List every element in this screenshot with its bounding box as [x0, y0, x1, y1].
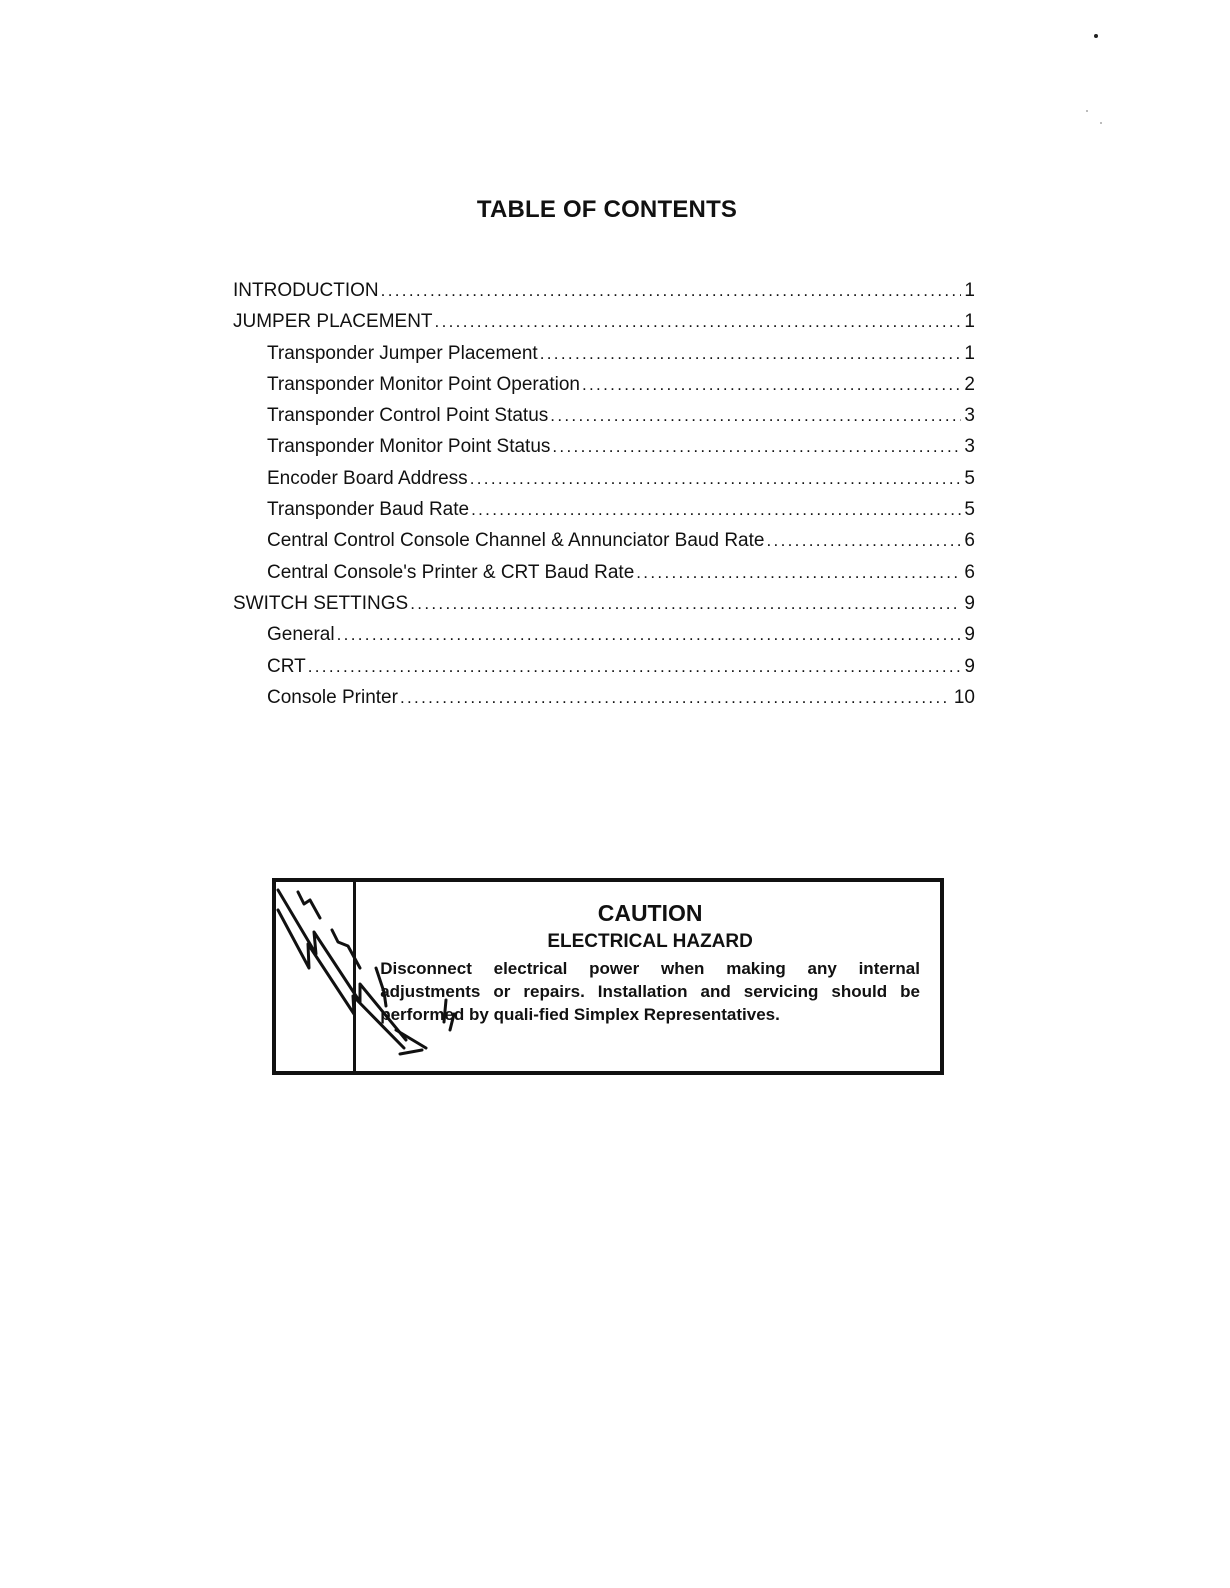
- toc-entry-label: General: [267, 624, 335, 646]
- toc-dot-leader: [435, 312, 962, 332]
- toc-entry-label: Transponder Monitor Point Status: [267, 436, 551, 458]
- toc-entry-page: 9: [964, 592, 975, 614]
- toc-entry: [233, 562, 975, 593]
- toc-dot-leader: [381, 281, 962, 301]
- toc-entry-label: Transponder Control Point Status: [267, 405, 549, 427]
- toc-entry: [233, 624, 975, 655]
- toc-dot-leader: [766, 531, 961, 551]
- caution-body: Disconnect electrical power when making any internal adjustments or repairs. Installation and servicing should be performed by quali-fied Simplex Representatives.: [380, 959, 920, 1024]
- toc-entry-label: CRT: [267, 655, 306, 677]
- toc-dot-leader: [550, 406, 961, 426]
- toc-entry: [233, 343, 975, 374]
- toc-dot-leader: [552, 437, 961, 457]
- toc-entry: [233, 405, 975, 436]
- toc-entry: [233, 499, 975, 530]
- toc-dot-leader: [337, 625, 962, 645]
- toc-entry-label: Central Control Console Channel & Annunciator Baud Rate: [267, 530, 765, 552]
- toc-entry-page: 3: [964, 405, 975, 427]
- toc-dot-leader: [410, 594, 961, 614]
- toc-dot-leader: [540, 344, 962, 364]
- toc-entry-page: 6: [964, 530, 975, 552]
- toc-entry: [233, 311, 975, 342]
- toc-dot-leader: [308, 657, 962, 677]
- table-of-contents: [233, 280, 975, 718]
- toc-entry-label: Transponder Jumper Placement: [267, 342, 538, 364]
- toc-entry: [233, 593, 975, 624]
- toc-entry: [233, 280, 975, 311]
- toc-entry: [233, 656, 975, 687]
- toc-entry: [233, 468, 975, 499]
- toc-dot-leader: [636, 563, 961, 583]
- toc-entry-page: 2: [964, 373, 975, 395]
- toc-entry-page: 9: [964, 655, 975, 677]
- scan-speck: [1094, 34, 1098, 38]
- toc-entry-page: 6: [964, 561, 975, 583]
- toc-entry-label: JUMPER PLACEMENT: [233, 311, 433, 333]
- toc-entry-label: Transponder Monitor Point Operation: [267, 373, 580, 395]
- toc-entry: [233, 530, 975, 561]
- toc-dot-leader: [470, 469, 962, 489]
- toc-entry-label: Console Printer: [267, 686, 398, 708]
- scan-speck: [1100, 122, 1102, 124]
- toc-entry-page: 3: [964, 436, 975, 458]
- toc-entry: [233, 436, 975, 467]
- toc-dot-leader: [400, 688, 951, 708]
- toc-entry-label: SWITCH SETTINGS: [233, 592, 409, 614]
- toc-dot-leader: [582, 375, 961, 395]
- caution-notice: [272, 878, 944, 1075]
- toc-entry-page: 1: [964, 342, 975, 364]
- scan-speck: [1086, 110, 1088, 112]
- toc-entry-page: 5: [964, 499, 975, 521]
- lightning-bolt-icon: [276, 882, 466, 1071]
- toc-entry-label: INTRODUCTION: [233, 280, 379, 301]
- toc-entry: [233, 687, 975, 718]
- toc-entry-page: 5: [964, 467, 975, 489]
- toc-entry-page: 1: [964, 311, 975, 333]
- toc-entry-page: 1: [964, 280, 975, 301]
- toc-entry: [233, 374, 975, 405]
- caution-icon-cell: [276, 882, 356, 1071]
- toc-entry-label: Central Console's Printer & CRT Baud Rate: [267, 561, 635, 583]
- caution-heading: CAUTION: [597, 900, 703, 926]
- caution-subheading: ELECTRICAL HAZARD: [547, 931, 753, 952]
- toc-entry-label: Encoder Board Address: [267, 467, 468, 489]
- toc-entry-page: 10: [953, 686, 975, 708]
- toc-entry-page: 9: [964, 624, 975, 646]
- toc-entry-label: Transponder Baud Rate: [267, 499, 470, 521]
- page-title: TABLE OF CONTENTS: [476, 196, 738, 223]
- toc-dot-leader: [471, 500, 961, 520]
